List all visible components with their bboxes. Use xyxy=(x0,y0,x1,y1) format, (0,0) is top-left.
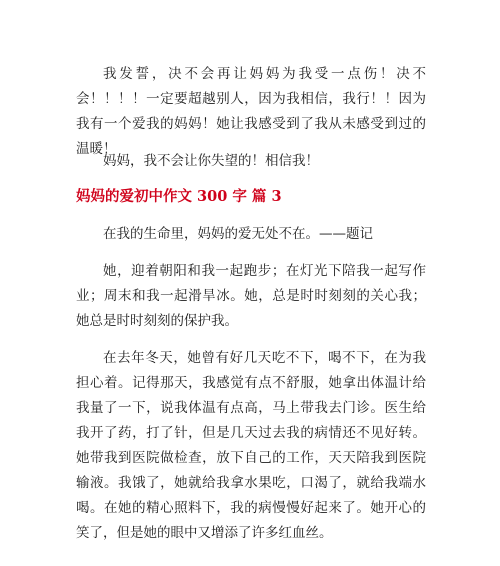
paragraph-epigraph: 在我的生命里，妈妈的爱无处不在。——题记 xyxy=(103,226,373,242)
paragraph-vow: 我发誓，决不会再让妈妈为我受一点伤！决不会！！！！一定要超越别人，因为我相信，我行！！因为我有一个爱我的妈妈！她让我感受到了我从未感受到过的温暖！ xyxy=(76,66,426,157)
paragraph-promise: 妈妈，我不会让你失望的！相信我！ xyxy=(103,153,319,169)
paragraph-winter-illness: 在去年冬天，她曾有好几天吃不下，喝不下，在为我担心着。记得那天，我感觉有点不舒服，她拿出体温计给我量了一下，说我体温有点高，马上带我去门诊。医生给我开了药，打了针，但是几天过去我的病情还不见好转。她带我到医院做检查，放下自己的工作，天天陪我到医院输液。我饿了，她就给我拿水果吃，口渴了，就给我端水喝。在她的精心照料下，我的病慢慢好起来了。她开心的笑了，但是她的眼中又增添了许多红血丝。 xyxy=(76,350,426,541)
section-title: 妈妈的爱初中作文 300 字 篇 3 xyxy=(76,188,282,205)
paragraph-daily-care: 她，迎着朝阳和我一起跑步；在灯光下陪我一起写作业；周末和我一起滑旱冰。她，总是时时刻刻的关心我；她总是时时刻刻的保护我。 xyxy=(76,263,426,329)
